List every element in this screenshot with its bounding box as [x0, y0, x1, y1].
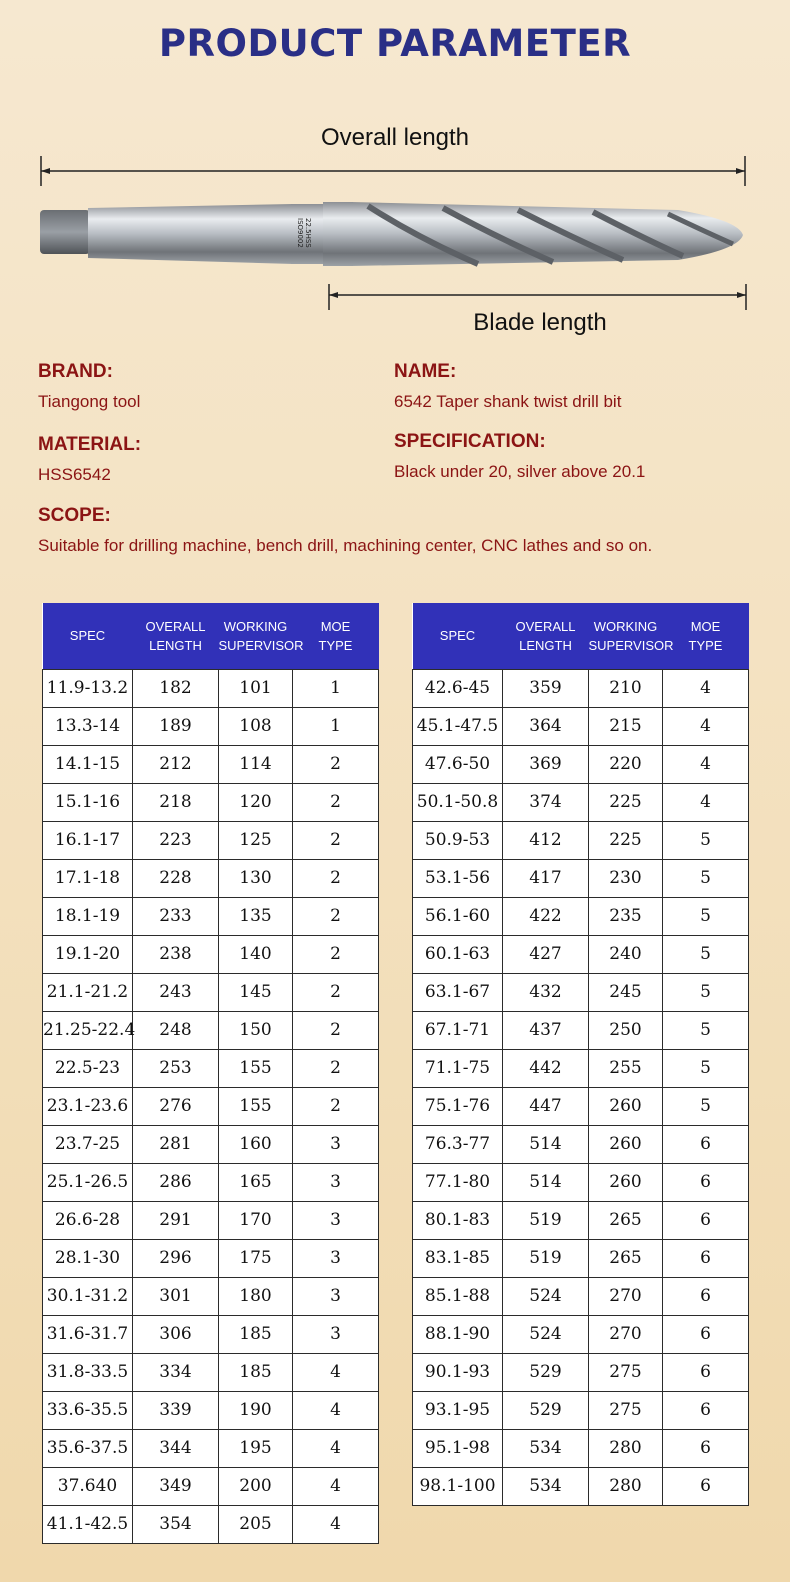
- spec-cell: 22.5-23: [43, 1049, 133, 1087]
- working-supervisor-cell: 225: [589, 821, 663, 859]
- spec-cell: 90.1-93: [413, 1353, 503, 1391]
- working-supervisor-cell: 260: [589, 1087, 663, 1125]
- overall-length-cell: 223: [133, 821, 219, 859]
- working-supervisor-cell: 185: [219, 1353, 293, 1391]
- spec-cell: 80.1-83: [413, 1201, 503, 1239]
- working-supervisor-cell: 255: [589, 1049, 663, 1087]
- overall-length-cell: 276: [133, 1087, 219, 1125]
- spec-cell: 11.9-13.2: [43, 669, 133, 707]
- working-supervisor-cell: 265: [589, 1201, 663, 1239]
- spec-cell: 47.6-50: [413, 745, 503, 783]
- moe-type-cell: 3: [293, 1125, 379, 1163]
- working-supervisor-cell: 185: [219, 1315, 293, 1353]
- spec-cell: 98.1-100: [413, 1467, 503, 1505]
- spec-cell: 53.1-56: [413, 859, 503, 897]
- overall-length-cell: 233: [133, 897, 219, 935]
- spec-cell: 42.6-45: [413, 669, 503, 707]
- overall-length-cell: 253: [133, 1049, 219, 1087]
- table-row: [413, 1315, 749, 1353]
- working-supervisor-cell: 200: [219, 1467, 293, 1505]
- moe-type-cell: 4: [663, 745, 749, 783]
- scope-value: Suitable for drilling machine, bench drill, machining center, CNC lathes and so on.: [38, 536, 653, 555]
- working-supervisor-cell: 260: [589, 1125, 663, 1163]
- spec-cell: 85.1-88: [413, 1277, 503, 1315]
- spec-cell: 50.9-53: [413, 821, 503, 859]
- table-row: [43, 783, 379, 821]
- table-row: [43, 1429, 379, 1467]
- table-row: [413, 1011, 749, 1049]
- spec-cell: 25.1-26.5: [43, 1163, 133, 1201]
- moe-type-cell: 6: [663, 1391, 749, 1429]
- moe-type-cell: 6: [663, 1125, 749, 1163]
- table-row: [413, 935, 749, 973]
- working-supervisor-cell: 155: [219, 1049, 293, 1087]
- moe-type-cell: 6: [663, 1239, 749, 1277]
- moe-type-cell: 4: [663, 669, 749, 707]
- spec-cell: 56.1-60: [413, 897, 503, 935]
- moe-type-cell: 6: [663, 1277, 749, 1315]
- overall-length-cell: 306: [133, 1315, 219, 1353]
- table-header-row: [43, 603, 379, 669]
- spec-cell: 71.1-75: [413, 1049, 503, 1087]
- overall-length-cell: 344: [133, 1429, 219, 1467]
- table-row: [43, 1163, 379, 1201]
- working-supervisor-cell: 275: [589, 1353, 663, 1391]
- working-supervisor-cell: 265: [589, 1239, 663, 1277]
- working-supervisor-cell: 160: [219, 1125, 293, 1163]
- working-supervisor-cell: 175: [219, 1239, 293, 1277]
- working-supervisor-cell: 270: [589, 1277, 663, 1315]
- spec-cell: 77.1-80: [413, 1163, 503, 1201]
- moe-type-cell: 2: [293, 859, 379, 897]
- spec-cell: 18.1-19: [43, 897, 133, 935]
- moe-type-cell: 3: [293, 1315, 379, 1353]
- overall-length-cell: 534: [503, 1467, 589, 1505]
- table-row: [413, 1163, 749, 1201]
- working-supervisor-cell: 120: [219, 783, 293, 821]
- spec-cell: 15.1-16: [43, 783, 133, 821]
- table-row: [413, 1239, 749, 1277]
- table-row: [43, 973, 379, 1011]
- working-supervisor-cell: 165: [219, 1163, 293, 1201]
- table-row: [43, 821, 379, 859]
- spec-cell: 21.25-22.4: [43, 1011, 133, 1049]
- shank-marking-text: 22.5HSS: [304, 218, 312, 248]
- overall-length-cell: 442: [503, 1049, 589, 1087]
- overall-length-cell: 422: [503, 897, 589, 935]
- table-row: [43, 745, 379, 783]
- spec-cell: 88.1-90: [413, 1315, 503, 1353]
- spec-cell: 30.1-31.2: [43, 1277, 133, 1315]
- overall-length-cell: 248: [133, 1011, 219, 1049]
- working-supervisor-cell: 205: [219, 1505, 293, 1543]
- spec-cell: 37.640: [43, 1467, 133, 1505]
- table-row: [43, 1049, 379, 1087]
- spec-cell: 75.1-76: [413, 1087, 503, 1125]
- moe-type-cell: 2: [293, 821, 379, 859]
- spec-cell: 63.1-67: [413, 973, 503, 1011]
- blade-length-label: Blade length: [473, 309, 607, 336]
- overall-length-cell: 301: [133, 1277, 219, 1315]
- scope-label: SCOPE:: [38, 505, 111, 526]
- specification-value: Black under 20, silver above 20.1: [394, 462, 646, 481]
- table-row: [413, 669, 749, 707]
- moe-type-cell: 6: [663, 1353, 749, 1391]
- header-working-supervisor: WORKING SUPERVISOR: [589, 603, 663, 669]
- spec-cell: 21.1-21.2: [43, 973, 133, 1011]
- overall-length-cell: 212: [133, 745, 219, 783]
- moe-type-cell: 5: [663, 821, 749, 859]
- header-spec: SPEC: [413, 603, 503, 669]
- table-row: [413, 1391, 749, 1429]
- header-working-supervisor: WORKING SUPERVISOR: [219, 603, 293, 669]
- overall-length-cell: 296: [133, 1239, 219, 1277]
- overall-length-cell: 243: [133, 973, 219, 1011]
- working-supervisor-cell: 225: [589, 783, 663, 821]
- moe-type-cell: 4: [663, 783, 749, 821]
- spec-cell: 31.8-33.5: [43, 1353, 133, 1391]
- overall-length-cell: 364: [503, 707, 589, 745]
- overall-length-cell: 519: [503, 1201, 589, 1239]
- overall-length-cell: 514: [503, 1163, 589, 1201]
- overall-length-cell: 339: [133, 1391, 219, 1429]
- header-moe-type: MOE TYPE: [663, 603, 749, 669]
- table-row: [413, 1201, 749, 1239]
- working-supervisor-cell: 125: [219, 821, 293, 859]
- working-supervisor-cell: 220: [589, 745, 663, 783]
- working-supervisor-cell: 155: [219, 1087, 293, 1125]
- spec-cell: 67.1-71: [413, 1011, 503, 1049]
- moe-type-cell: 6: [663, 1429, 749, 1467]
- spec-cell: 23.1-23.6: [43, 1087, 133, 1125]
- spec-table-right: [412, 603, 749, 1506]
- spec-cell: 19.1-20: [43, 935, 133, 973]
- table-row: [413, 897, 749, 935]
- table-row: [413, 1277, 749, 1315]
- overall-length-cell: 238: [133, 935, 219, 973]
- overall-length-cell: 218: [133, 783, 219, 821]
- header-overall-length: OVERALL LENGTH: [133, 603, 219, 669]
- spec-cell: 13.3-14: [43, 707, 133, 745]
- header-moe-type: MOE TYPE: [293, 603, 379, 669]
- working-supervisor-cell: 235: [589, 897, 663, 935]
- table-row: [43, 1505, 379, 1543]
- working-supervisor-cell: 240: [589, 935, 663, 973]
- spec-cell: 76.3-77: [413, 1125, 503, 1163]
- table-row: [43, 1011, 379, 1049]
- moe-type-cell: 2: [293, 783, 379, 821]
- working-supervisor-cell: 250: [589, 1011, 663, 1049]
- spec-cell: 16.1-17: [43, 821, 133, 859]
- spec-table-left: [42, 603, 379, 1544]
- moe-type-cell: 5: [663, 1011, 749, 1049]
- working-supervisor-cell: 280: [589, 1467, 663, 1505]
- overall-length-cell: 374: [503, 783, 589, 821]
- table-row: [413, 1353, 749, 1391]
- moe-type-cell: 6: [663, 1201, 749, 1239]
- table-row: [43, 1353, 379, 1391]
- material-label: MATERIAL:: [38, 434, 142, 455]
- table-row: [413, 1125, 749, 1163]
- spec-cell: 33.6-35.5: [43, 1391, 133, 1429]
- moe-type-cell: 3: [293, 1163, 379, 1201]
- moe-type-cell: 2: [293, 973, 379, 1011]
- spec-cell: 14.1-15: [43, 745, 133, 783]
- working-supervisor-cell: 190: [219, 1391, 293, 1429]
- table-row: [413, 821, 749, 859]
- table-row: [413, 973, 749, 1011]
- table-row: [413, 1467, 749, 1505]
- table-row: [43, 1201, 379, 1239]
- header-overall-length: OVERALL LENGTH: [503, 603, 589, 669]
- table-row: [43, 1315, 379, 1353]
- overall-length-cell: 291: [133, 1201, 219, 1239]
- table-row: [43, 1125, 379, 1163]
- moe-type-cell: 3: [293, 1239, 379, 1277]
- overall-length-cell: 189: [133, 707, 219, 745]
- moe-type-cell: 4: [663, 707, 749, 745]
- working-supervisor-cell: 215: [589, 707, 663, 745]
- overall-length-cell: 427: [503, 935, 589, 973]
- moe-type-cell: 5: [663, 859, 749, 897]
- working-supervisor-cell: 270: [589, 1315, 663, 1353]
- moe-type-cell: 5: [663, 1087, 749, 1125]
- working-supervisor-cell: 275: [589, 1391, 663, 1429]
- working-supervisor-cell: 108: [219, 707, 293, 745]
- overall-length-cell: 369: [503, 745, 589, 783]
- table-row: [43, 669, 379, 707]
- spec-cell: 35.6-37.5: [43, 1429, 133, 1467]
- table-row: [413, 1087, 749, 1125]
- working-supervisor-cell: 101: [219, 669, 293, 707]
- working-supervisor-cell: 114: [219, 745, 293, 783]
- overall-length-cell: 447: [503, 1087, 589, 1125]
- drill-bit-image: [38, 198, 750, 274]
- table-row: [413, 1049, 749, 1087]
- moe-type-cell: 2: [293, 1049, 379, 1087]
- spec-cell: 60.1-63: [413, 935, 503, 973]
- table-row: [413, 1429, 749, 1467]
- working-supervisor-cell: 180: [219, 1277, 293, 1315]
- overall-length-cell: 529: [503, 1391, 589, 1429]
- moe-type-cell: 6: [663, 1315, 749, 1353]
- moe-type-cell: 3: [293, 1201, 379, 1239]
- table-row: [413, 745, 749, 783]
- table-row: [43, 1239, 379, 1277]
- moe-type-cell: 5: [663, 973, 749, 1011]
- working-supervisor-cell: 210: [589, 669, 663, 707]
- overall-length-cell: 524: [503, 1277, 589, 1315]
- spec-cell: 28.1-30: [43, 1239, 133, 1277]
- moe-type-cell: 4: [293, 1467, 379, 1505]
- working-supervisor-cell: 260: [589, 1163, 663, 1201]
- moe-type-cell: 3: [293, 1277, 379, 1315]
- brand-label: BRAND:: [38, 361, 113, 382]
- moe-type-cell: 4: [293, 1353, 379, 1391]
- overall-length-cell: 359: [503, 669, 589, 707]
- spec-cell: 93.1-95: [413, 1391, 503, 1429]
- moe-type-cell: 2: [293, 745, 379, 783]
- moe-type-cell: 2: [293, 1011, 379, 1049]
- table-header-row: [413, 603, 749, 669]
- overall-length-cell: 524: [503, 1315, 589, 1353]
- material-value: HSS6542: [38, 465, 111, 484]
- spec-cell: 31.6-31.7: [43, 1315, 133, 1353]
- overall-length-cell: 417: [503, 859, 589, 897]
- moe-type-cell: 4: [293, 1505, 379, 1543]
- blade-length-dimension-line: [326, 282, 750, 312]
- moe-type-cell: 4: [293, 1429, 379, 1467]
- table-row: [43, 859, 379, 897]
- working-supervisor-cell: 280: [589, 1429, 663, 1467]
- overall-length-cell: 514: [503, 1125, 589, 1163]
- overall-length-dimension-line: [38, 154, 750, 190]
- spec-cell: 17.1-18: [43, 859, 133, 897]
- working-supervisor-cell: 195: [219, 1429, 293, 1467]
- working-supervisor-cell: 150: [219, 1011, 293, 1049]
- overall-length-cell: 519: [503, 1239, 589, 1277]
- working-supervisor-cell: 170: [219, 1201, 293, 1239]
- table-row: [413, 859, 749, 897]
- overall-length-cell: 529: [503, 1353, 589, 1391]
- working-supervisor-cell: 230: [589, 859, 663, 897]
- moe-type-cell: 4: [293, 1391, 379, 1429]
- spec-cell: 45.1-47.5: [413, 707, 503, 745]
- specification-label: SPECIFICATION:: [394, 431, 546, 452]
- brand-value: Tiangong tool: [38, 392, 141, 411]
- table-row: [413, 707, 749, 745]
- spec-cell: 50.1-50.8: [413, 783, 503, 821]
- overall-length-label: Overall length: [320, 124, 470, 151]
- moe-type-cell: 1: [293, 707, 379, 745]
- header-spec: SPEC: [43, 603, 133, 669]
- working-supervisor-cell: 245: [589, 973, 663, 1011]
- table-row: [43, 707, 379, 745]
- overall-length-cell: 182: [133, 669, 219, 707]
- spec-cell: 26.6-28: [43, 1201, 133, 1239]
- table-row: [43, 935, 379, 973]
- working-supervisor-cell: 140: [219, 935, 293, 973]
- spec-cell: 23.7-25: [43, 1125, 133, 1163]
- table-row: [43, 1391, 379, 1429]
- moe-type-cell: 2: [293, 1087, 379, 1125]
- working-supervisor-cell: 145: [219, 973, 293, 1011]
- overall-length-cell: 334: [133, 1353, 219, 1391]
- overall-length-cell: 349: [133, 1467, 219, 1505]
- page-title: PRODUCT PARAMETER: [158, 22, 632, 65]
- overall-length-cell: 534: [503, 1429, 589, 1467]
- overall-length-cell: 228: [133, 859, 219, 897]
- spec-cell: 95.1-98: [413, 1429, 503, 1467]
- overall-length-cell: 281: [133, 1125, 219, 1163]
- spec-cell: 41.1-42.5: [43, 1505, 133, 1543]
- shank-marking-iso-text: ISO9002: [296, 218, 304, 248]
- moe-type-cell: 1: [293, 669, 379, 707]
- overall-length-cell: 286: [133, 1163, 219, 1201]
- table-row: [43, 1467, 379, 1505]
- overall-length-cell: 354: [133, 1505, 219, 1543]
- moe-type-cell: 5: [663, 1049, 749, 1087]
- overall-length-cell: 412: [503, 821, 589, 859]
- table-row: [43, 897, 379, 935]
- moe-type-cell: 6: [663, 1163, 749, 1201]
- table-row: [413, 783, 749, 821]
- moe-type-cell: 2: [293, 897, 379, 935]
- table-row: [43, 1277, 379, 1315]
- working-supervisor-cell: 135: [219, 897, 293, 935]
- moe-type-cell: 6: [663, 1467, 749, 1505]
- working-supervisor-cell: 130: [219, 859, 293, 897]
- table-row: [43, 1087, 379, 1125]
- name-label: NAME:: [394, 361, 457, 382]
- overall-length-cell: 432: [503, 973, 589, 1011]
- moe-type-cell: 5: [663, 897, 749, 935]
- overall-length-cell: 437: [503, 1011, 589, 1049]
- moe-type-cell: 2: [293, 935, 379, 973]
- moe-type-cell: 5: [663, 935, 749, 973]
- name-value: 6542 Taper shank twist drill bit: [394, 392, 622, 411]
- spec-cell: 83.1-85: [413, 1239, 503, 1277]
